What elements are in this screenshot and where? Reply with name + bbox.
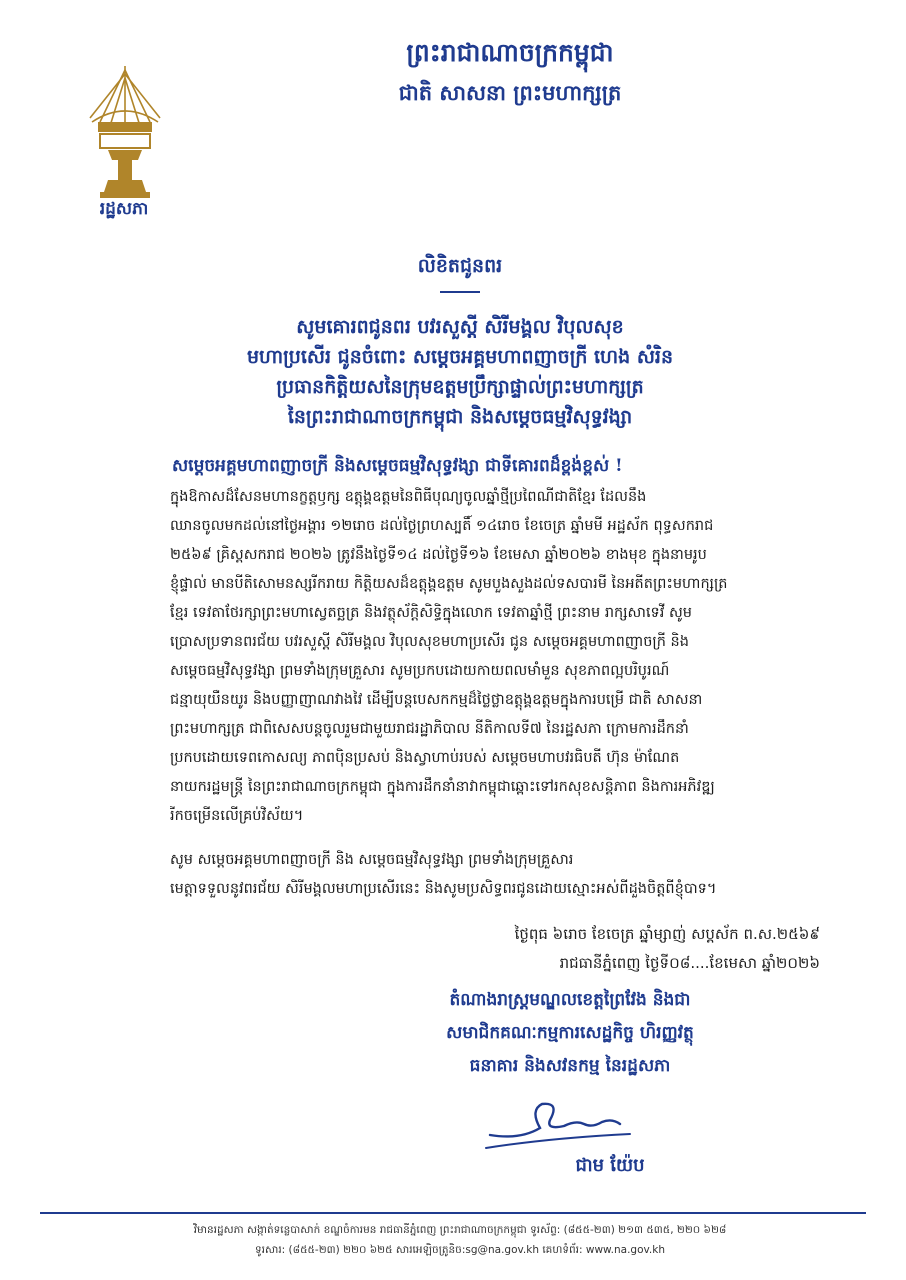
kingdom-heading: ព្រះរាជាណាចក្រកម្ពុជា <box>406 38 614 67</box>
paragraph-main <box>170 483 820 831</box>
body-line: ខ្ញុំផ្ទាល់ មានបីតិសោមនស្សរីករាយ កិត្តិយសដ៏ឧត្តុង្គឧត្តម សូមបួងសួងដល់ទសបារមី នៃអតីតព្រះមហាក្សត្រ <box>170 576 728 592</box>
national-motto: ជាតិ សាសនា ព្រះមហាក្សត្រ <box>398 80 622 105</box>
paragraph-closing <box>170 846 820 904</box>
lunar-date: ថ្ងៃពុធ ៦រោច ខែចេត្រ ឆ្នាំម្សាញ់ សប្តស័ក ព.ស.២៥៦៩ <box>514 925 820 943</box>
sender-title-line: តំណាងរាស្ត្រមណ្ឌលខេត្តព្រៃវែង និងជា <box>449 990 691 1010</box>
sender-title-line: សមាជិកគណៈកម្មការសេដ្ឋកិច្ច ហិរញ្ញវត្ថុ <box>446 1023 694 1043</box>
national-emblem-icon <box>80 60 170 210</box>
body-line: នាយករដ្ឋមន្ត្រី នៃព្រះរាជាណាចក្រកម្ពុជា ក្នុងការដឹកនាំនាវាកម្ពុជាឆ្ពោះទៅរកសុខសន្តិភាព និងការអភិវឌ្ឍ <box>170 779 715 795</box>
body-line: ខ្មែរ ទេវតាថែរក្សាព្រះមហាស្វេតច្ឆត្រ និងវត្ថុស័ក្តិសិទ្ធិក្នុងលោក ទេវតាឆ្នាំថ្មី ព្រះនាម រាក្សសាទេវី សូម <box>170 605 692 621</box>
body-line: ឈានចូលមកដល់នៅថ្ងៃអង្គារ ១២រោច ដល់ថ្ងៃព្រហស្បតិ៍ ១៤រោច ខែចេត្រ ឆ្នាំមមី អដ្ឋស័ក ពុទ្ធសករាជ <box>170 518 714 534</box>
greeting-line: សម្តេចអគ្គមហាពញាចក្រី និងសម្តេចធម្មវិសុទ្ធវង្សា ជាទីគោរពដ៏ខ្ពង់ខ្ពស់ ! <box>172 456 623 476</box>
salutation-line: ប្រធានកិត្តិយសនៃក្រុមឧត្តមប្រឹក្សាផ្ទាល់ព្រះមហាក្សត្រ <box>276 376 644 398</box>
title-ornament <box>440 291 480 293</box>
salutation-line: នៃព្រះរាជាណាចក្រកម្ពុជា និងសម្តេចធម្មវិសុទ្ធវង្សា <box>287 406 633 428</box>
salutation-block <box>150 312 770 432</box>
handwritten-signature <box>480 1090 660 1160</box>
solar-date: រាជធានីភ្នំពេញ ថ្ងៃទី០៨....ខែមេសា ឆ្នាំ២០២៦ <box>559 954 820 972</box>
footer-divider <box>40 1212 866 1214</box>
body-line: ប្រោសប្រទានពរជ័យ បវរសួស្តី សិរីមង្គល វិបុលសុខមហាប្រសើរ ជូន សម្តេចអគ្គមហាពញាចក្រី និង <box>170 634 689 650</box>
body-line: ប្រកបដោយទេពកោសល្យ ភាពប៉ិនប្រសប់ និងស្វាហាប់របស់ សម្តេចមហាបវរធិបតី ហ៊ុន ម៉ាណែត <box>170 750 680 766</box>
body-line: រីកចម្រើនលើគ្រប់វិស័យ។ <box>170 808 304 824</box>
body-line: សូម សម្តេចអគ្គមហាពញាចក្រី និង សម្តេចធម្មវិសុទ្ធវង្សា ព្រមទាំងក្រុមគ្រួសារ <box>170 852 574 868</box>
signer-name: ជាម យ៉ែប <box>575 1155 645 1176</box>
body-line: ២៥៦៩ គ្រិស្តសករាជ ២០២៦ ត្រូវនឹងថ្ងៃទី១៤ ដល់ថ្ងៃទី១៦ ខែមេសា ឆ្នាំ២០២៦ ខាងមុខ ក្នុងនាមរូប <box>170 547 707 563</box>
body-line: ព្រះមហាក្សត្រ ជាពិសេសបន្តចូលរួមជាមួយរាជរដ្ឋាភិបាល នីតិកាលទី៧ នៃរដ្ឋសភា ក្រោមការដឹកនាំ <box>170 721 689 737</box>
body-line: មេត្តាទទួលនូវពរជ័យ សិរីមង្គលមហាប្រសើរនេះ និងសូមប្រសិទ្ធពរជូនដោយស្មោះអស់ពីដួងចិត្តពីខ្ញុំបាទ។ <box>170 881 717 897</box>
salutation-line: មហាប្រសើរ ជូនចំពោះ សម្តេចអគ្គមហាពញាចក្រី ហេង សំរិន <box>246 346 674 368</box>
document-type-title: លិខិតជូនពរ <box>417 255 503 277</box>
body-line: សម្តេចធម្មវិសុទ្ធវង្សា ព្រមទាំងក្រុមគ្រួសារ សូមប្រកបដោយកាយពលមាំមួន សុខភាពល្អបរិបូរណ៍ <box>170 663 670 679</box>
footer-contact: ទូរសារ: (៨៥៥-២៣) ២២០ ៦២៥ សារអេឡិចត្រូនិច:sg@na.gov.kh គេហទំព័រ: www.na.gov.kh <box>255 1244 665 1256</box>
institution-caption: រដ្ឋសភា <box>99 199 149 219</box>
body-line: ជន្មាយុយឺនយូរ និងបញ្ញាញាណវាងវៃ ដើម្បីបន្តបេសកកម្មដ៏ថ្លៃថ្លាឧត្តុង្គឧត្តមក្នុងការបម្រើ ជាតិ សាសនា <box>170 692 703 708</box>
body-line: ក្នុងឱកាសដ៏សែនមហានក្ខត្តឫក្ស ឧត្តុង្គឧត្តមនៃពិធីបុណ្យចូលឆ្នាំថ្មីប្រពៃណីជាតិខ្មែរ ដែលនឹង <box>170 489 647 505</box>
sender-title-line: ធនាគារ និងសវនកម្ម នៃរដ្ឋសភា <box>469 1056 671 1076</box>
footer-address: វិមានរដ្ឋសភា សង្កាត់ទន្លេបាសាក់ ខណ្ឌចំការមន រាជធានីភ្នំពេញ ព្រះរាជាណាចក្រកម្ពុជា ទូរស័ព្ទ: (៨៥៥-២៣) ២១៣ ៥៣៥, ២២០ ៦២៨ <box>193 1224 727 1236</box>
salutation-line: សូមគោរពជូនពរ បវរសួស្តី សិរីមង្គល វិបុលសុខ <box>296 316 624 338</box>
sender-title-block <box>370 984 770 1083</box>
